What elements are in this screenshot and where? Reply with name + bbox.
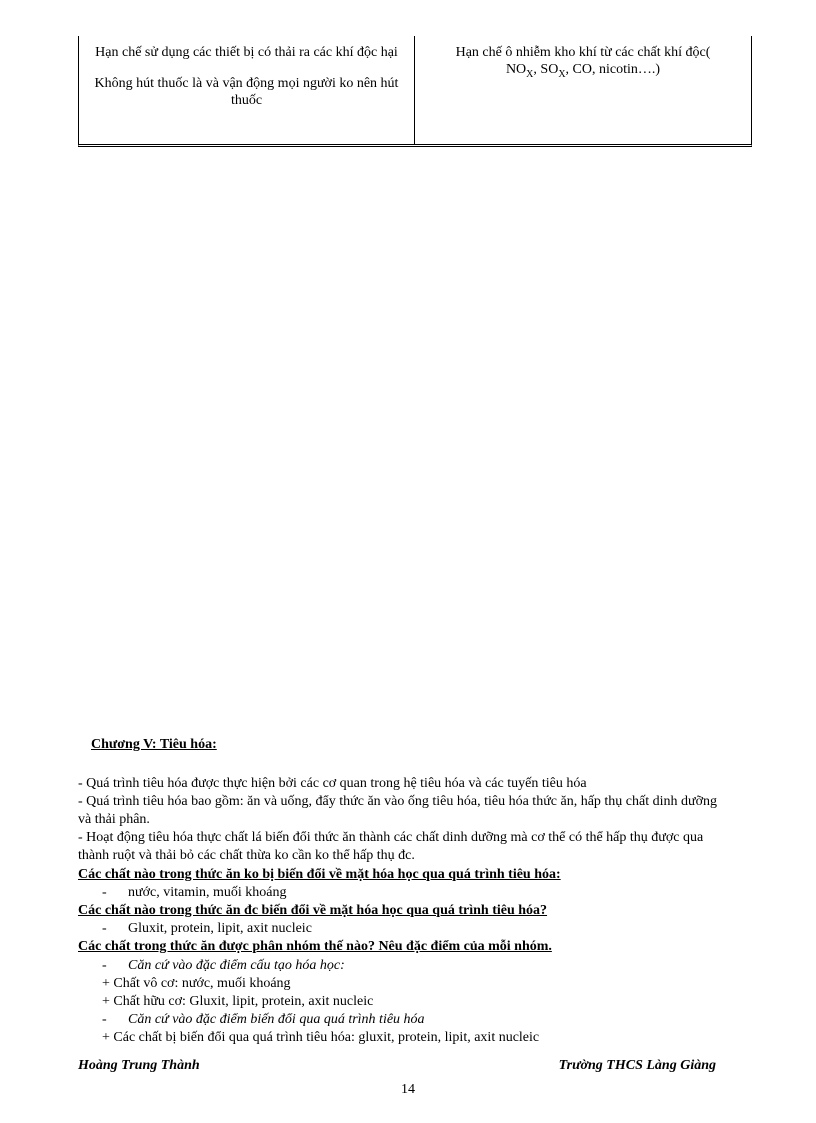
paragraph: - Quá trình tiêu hóa bao gồm: ăn và uống, đẩy thức ăn vào ống tiêu hóa, tiêu hóa thức ăn, hấp thụ chất dinh dưỡng và thải phân. xyxy=(78,794,718,827)
pollution-table xyxy=(78,36,752,147)
table-text: Không hút thuốc là và vận động mọi người ko nên hút thuốc xyxy=(94,76,399,108)
page-number: 14 xyxy=(401,1082,415,1097)
list-item: - nước, vitamin, muối khoáng xyxy=(102,885,287,900)
table-text: Hạn chế ô nhiễm kho khí từ các chất khí độc( $NO_X$, $SO_X$, CO, nicotin….) xyxy=(455,45,711,80)
chapter-title: Chương V: Tiêu hóa: xyxy=(91,737,217,752)
footer-school: Trường THCS Làng Giàng xyxy=(558,1058,716,1073)
question-heading: Các chất nào trong thức ăn đc biến đổi về mặt hóa học qua quá trình tiêu hóa? xyxy=(78,903,548,918)
list-item: - Căn cứ vào đặc điểm biến đổi qua quá trình tiêu hóa xyxy=(102,1012,425,1027)
table-cell-effects xyxy=(415,36,751,144)
footer-author: Hoàng Trung Thành xyxy=(78,1058,200,1073)
list-item: - Gluxit, protein, lipit, axit nucleic xyxy=(102,921,312,936)
sub-item: + Các chất bị biến đổi qua quá trình tiêu hóa: gluxit, protein, lipit, axit nucleic xyxy=(102,1030,540,1045)
paragraph: - Hoạt động tiêu hóa thực chất lá biến đổi thức ăn thành các chất dinh dưỡng mà cơ thể có thể hấp thụ được qua thành ruột và thải bỏ các chất thừa ko cần ko thể hấp thụ đc. xyxy=(78,830,704,863)
question-heading: Các chất nào trong thức ăn ko bị biến đổi về mặt hóa học qua quá trình tiêu hóa: xyxy=(78,867,561,882)
sub-item: + Chất vô cơ: nước, muối khoáng xyxy=(102,976,291,991)
table-text: Hạn chế sử dụng các thiết bị có thải ra các khí độc hại xyxy=(95,45,398,60)
question-heading: Các chất trong thức ăn được phân nhóm thế nào? Nêu đặc điểm của mỗi nhóm. xyxy=(78,939,552,954)
table-cell-measures xyxy=(79,36,415,144)
sub-item: + Chất hữu cơ: Gluxit, lipit, protein, axit nucleic xyxy=(102,994,374,1009)
paragraph: - Quá trình tiêu hóa được thực hiện bởi các cơ quan trong hệ tiêu hóa và các tuyến tiêu hóa xyxy=(78,776,587,791)
list-item: - Căn cứ vào đặc điểm cấu tạo hóa học: xyxy=(102,958,345,973)
